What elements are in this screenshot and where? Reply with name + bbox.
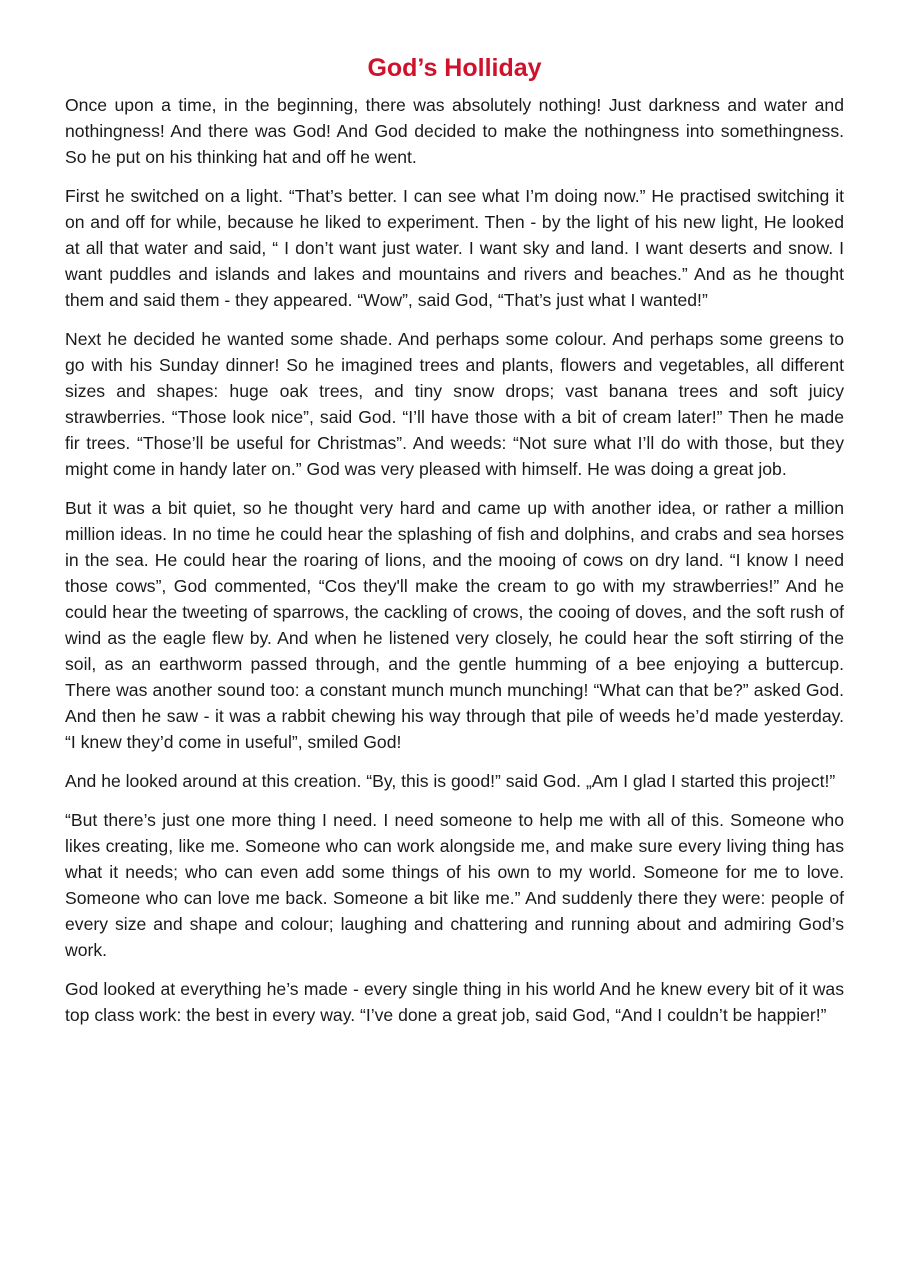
paragraph-5: And he looked around at this creation. “By, this is good!” said God. „Am I glad I started this project!” (65, 771, 836, 791)
paragraph-2: First he switched on a light. “That’s better. I can see what I’m doing now.” He practised switching it on and off for while, because he liked to experiment. Then - by the light of his new light, He looked at all that water and said, “ I don’t want just water. I want sky and land. I want deserts and snow. I want puddles and islands and lakes and mountains and rivers and beaches.” And as he thought them and said them - they appeared. “Wow”, said God, “That’s just what I wanted!” (65, 186, 844, 310)
paragraph-3: Next he decided he wanted some shade. And perhaps some colour. And perhaps some greens to go with his Sunday dinner! So he imagined trees and plants, flowers and vegetables, all different sizes and shapes: huge oak trees, and tiny snow drops; vast banana trees and soft juicy strawberries. “Those look nice”, said God. “I’ll have those with a bit of cream later!” Then he made fir trees. “Those’ll be useful for Christmas”. And weeds: “Not sure what I’ll do with those, but they might come in handy later on.” God was very pleased with himself. He was doing a great job. (65, 329, 844, 479)
paragraph-6: “But there’s just one more thing I need. I need someone to help me with all of this. Someone who likes creating, like me. Someone who can work alongside me, and make sure every living thing has what it needs; who can even add some things of his own to my world. Someone for me to love. Someone who can love me back. Someone a bit like me.” And suddenly there they were: people of every size and shape and colour; laughing and chattering and running about and admiring God’s work. (65, 810, 844, 960)
paragraph-1: Once upon a time, in the beginning, there was absolutely nothing! Just darkness and water and nothingness! And there was God! And God decided to make the nothingness into somethingness. So he put on his thinking hat and off he went. (65, 95, 844, 167)
paragraph-4: But it was a bit quiet, so he thought very hard and came up with another idea, or rather a million million ideas. In no time he could hear the splashing of fish and dolphins, and crabs and sea horses in the sea. He could hear the roaring of lions, and the mooing of cows on dry land. “I know I need those cows”, God commented, “Cos they'll make the cream to go with my strawberries!” And he could hear the tweeting of sparrows, the cackling of crows, the cooing of doves, and the soft rush of wind as the eagle flew by. And when he listened very closely, he could hear the soft stirring of the soil, as an earthworm passed through, and the gentle humming of a bee enjoying a buttercup. There was another sound too: a constant munch munch munching! “What can that be?” asked God. And then he saw - it was a rabbit chewing his way through that pile of weeds he’d made yesterday. “I knew they’d come in useful”, smiled God! (65, 498, 844, 752)
document-page (65, 50, 844, 1041)
document-title: God’s Holliday (367, 54, 542, 82)
paragraph-7: God looked at everything he’s made - every single thing in his world And he knew every bit of it was top class work: the best in every way. “I’ve done a great job, said God, “And I couldn’t be happier!” (65, 979, 844, 1025)
